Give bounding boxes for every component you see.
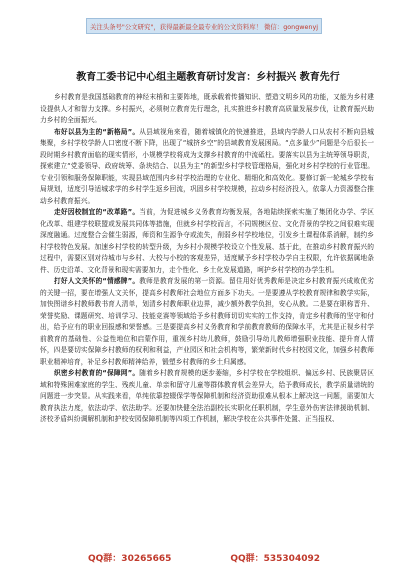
- section-heading: 布好以县为主的“新格局”。: [54, 127, 140, 136]
- section-heading: 织密乡村教育的“保障网”。: [54, 369, 140, 377]
- qq-group-2: QQ群：535304092: [230, 554, 320, 564]
- document-title: 教育工委书记中心组主题教育研讨发言：乡村振兴 教育先行: [76, 72, 340, 83]
- section-paragraph: [40, 276, 374, 368]
- footer-contacts: [88, 551, 320, 564]
- qq-group-1: QQ群：30265665: [88, 554, 172, 564]
- section-paragraph: [40, 207, 374, 276]
- section-text: 随着乡村教育规模的逐步萎缩，乡村学校在学校组织、偏远乡村、民族聚居区域和特殊困难家庭的学生、残疾儿童、单亲和留守儿童等群体教育机会差异大，给予教师成长，教学质量谱统的问题进一步突显。从实践来看，单纯依靠控辍保学等保障机制和经济资助很难从根本上解决这一问题，需要加大教育执法力度，依法动学、依法助学。还要加快健全法治副校长实职化任职机制，学生意外伤害法律援助机制、济校矛盾纠纷调解机制和护校安园保障机制等四项工作机制，解决学校在公共事件处置、正当报权、: [40, 369, 374, 423]
- section-paragraph: [40, 368, 374, 426]
- promo-banner: [86, 18, 322, 34]
- section-text: 教师是教育发展的第一资源。留住用好优秀教师是决定乡村教育振兴成败优劣的关键一招，要在增强人文关怀，提高乡村教师社会地位方面多下功夫。一是要遵从学校教育规律和教学实际，加快图谱乡村教师教书育人清单，划清乡村教师职业边界，减少额外教学负担，安心从教。二是要在职称晋升、荣誉奖励、课题研究、培训学习、技能竞赛等领域给予乡村教师切切实实的工作支持，肯定乡村教师的坚守和付出，给予应有的职业回报感和荣誉感。三是要提高乡村义务教育和学前教育教师的保障水平，尤其是正视乡村学前教育的基础性、公益性地位和启蒙作用，重视乡村幼儿教师，鼓励引导幼儿教师增强职业技能、提升育人情怀，四是要切实保障乡村教师的权利和利益，产业园区和社会机构等，繁荣新时代乡村校园文化，加强乡村教师职业精神培育，补足乡村教师精神给养，锻塑乡村教师的乡土归属感。: [40, 277, 374, 366]
- section-text: 当前，为促进城乡义务教育均衡发展，各地陆续探索实施了集团化办学、学区化改革、组建学校联盟或发展共同体等措施，但就乡村学校而言，不同规模区位、文化背景的学校之间很难实现深度融通。过度整合会催生弱源，师资和生源争夺或流失，削弱乡村学校地位，引发乡土课程体系消解，制约乡村学校特色发展。加速乡村学校的转型升级，为乡村小规模学校设立个性发展、基于此，在推动乡村教育振兴的过程中，需要区别对待城市与乡村、大校与小校的客观差异，适度赋予乡村学校办学自主权限，允许依据属地条件、历史沿革、文化背景和现实需要加力，走个性化、乡土化发展道路，呵护乡村学校的办学生机。: [40, 208, 374, 274]
- promo-banner-text: 关注头条号"公文研究"，获得最新最全最专业的公文资料库！ 微信：gongwenyj: [89, 22, 319, 31]
- section-paragraph: [40, 127, 374, 208]
- document-body: [40, 92, 374, 426]
- section-text: 从县域视角来看，随着城镇化的快速推进，县域内学龄人口从农村不断向县城集聚，乡村学校学龄人口密度不断下降，出现了“城挤乡空”的县域教育发展困局。“点多量少”问题是今后很长一段时期乡村教育面临的现实情形，小规模学校将成为支撑乡村教育的中流砥柱。要落实以县为主统筹领导职责，探索建立“党委领导、政府统筹、条块结合、以县为主”的新型乡村学校管理格局，强化对乡村学校的行业管理。专业引领和服务保障职能，实现县域范围内乡村学校治理的专业化、精细化和高效化。要修订新一轮城乡学校布局规划，适度引导适城求学的乡村学生返乡回流，巩固乡村学校规模，拉动乡村经济投入，依靠人力资源整合推动乡村教育振兴。: [40, 127, 374, 205]
- intro-paragraph: 乡村教育是我国基础教育的神经末梢和主要阵地，既承载着传播知识、塑造文明乡风的功能，又能为乡村建设提供人才和智力支撑。乡村振兴，必须树立教育先行理念，扎实推进乡村教育高质量发展步伐，让教育振兴助力乡村的全面振兴。: [40, 93, 374, 124]
- section-heading: 打好人文关怀的“情感牌”。: [54, 277, 140, 285]
- section-heading: 走好因校制宜的“改革路”。: [54, 208, 140, 216]
